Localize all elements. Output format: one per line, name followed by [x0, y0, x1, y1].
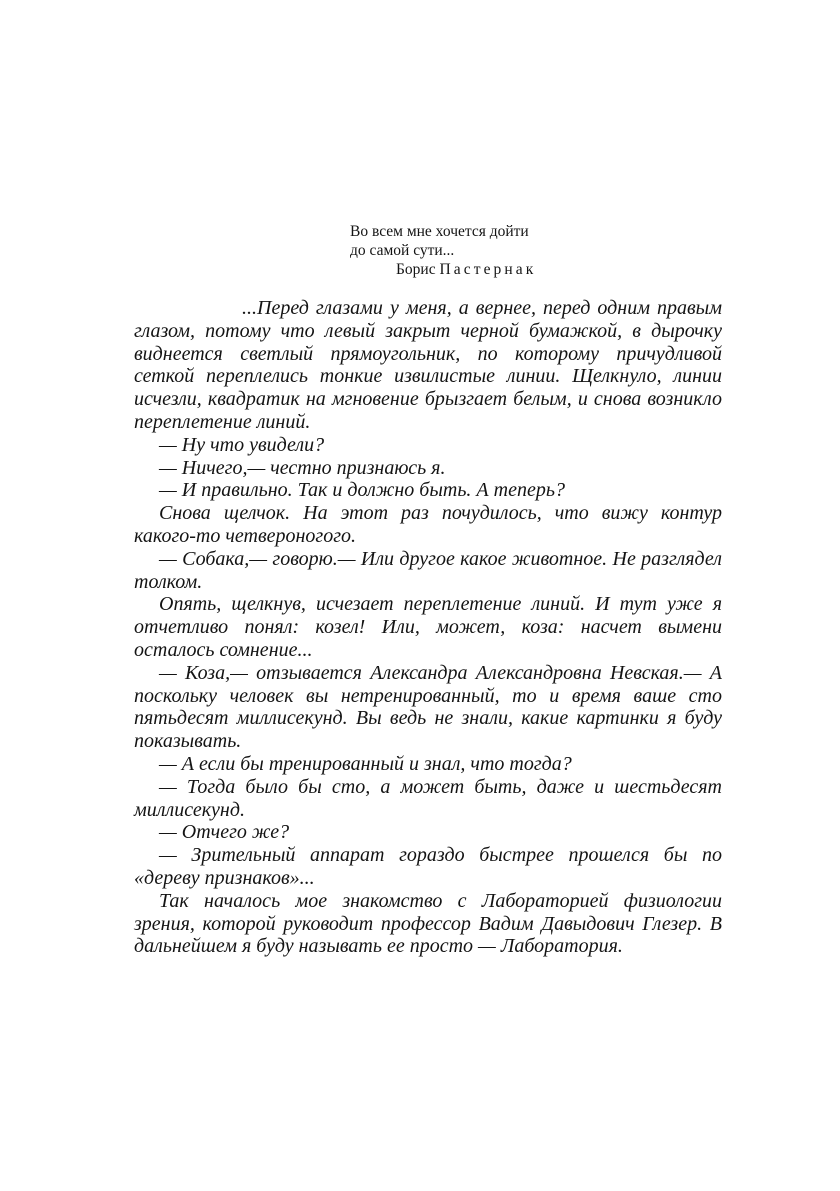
paragraph-4: — И правильно. Так и должно быть. А теперь?	[159, 479, 565, 502]
author-surname: Пастернак	[439, 261, 537, 278]
epigraph-line-2: до самой сути...	[350, 242, 455, 259]
paragraph-2: — Ну что увидели?	[159, 433, 325, 456]
paragraph-12: — Зрительный аппарат гораздо быстрее прошелся бы по «дереву признаков»...	[134, 844, 722, 889]
paragraph-10: — Тогда было бы сто, а может быть, даже и шестьдесят миллисекунд.	[134, 775, 722, 821]
paragraph-11: — Отчего же?	[159, 821, 290, 844]
paragraph-7: Опять, щелкнув, исчезает переплетение линий. И тут уже я отчетливо понял: козел! Или, может, коза: насчет вымени осталось сомнение...	[134, 593, 722, 661]
paragraph-6: — Собака,— говорю.— Или другое какое животное. Не разглядел толком.	[134, 547, 722, 593]
paragraph-13: Так началось мое знакомство с Лабораторией физиологии зрения, которой руководит профессор Вадим Давыдович Глезер. В дальнейшем я буду называть ее просто — Лаборатория.	[134, 889, 722, 958]
epigraph-line-1: Во всем мне хочется дойти	[350, 223, 529, 240]
paragraph-1: ...Перед глазами у меня, а вернее, перед одним правым глазом, потому что левый закрыт черной бумажкой, в дырочку виднеется светлый прямоугольник, по которому причудливой сеткой переплелись тонкие извилистые линии. Щелкнуло, линии исчезли, квадратик на мгновение брызгает белым, и снова возникло переплетение линий.	[134, 297, 722, 433]
author-first-name: Борис	[396, 261, 436, 278]
paragraph-8: — Коза,— отзывается Александра Александровна Невская.— А поскольку человек вы нетренированный, то и время ваше сто пятьдесят миллисекунд. Вы ведь не знали, какие картинки я буду показывать.	[134, 661, 722, 753]
main-text	[134, 297, 722, 958]
paragraph-3: — Ничего,— честно признаюсь я.	[159, 456, 446, 479]
epigraph-author	[396, 260, 650, 279]
epigraph	[350, 222, 650, 279]
paragraph-5: Снова щелчок. На этот раз почудилось, что вижу контур какого-то четвероногого.	[134, 502, 722, 547]
paragraph-9: — А если бы тренированный и знал, что тогда?	[159, 752, 572, 775]
